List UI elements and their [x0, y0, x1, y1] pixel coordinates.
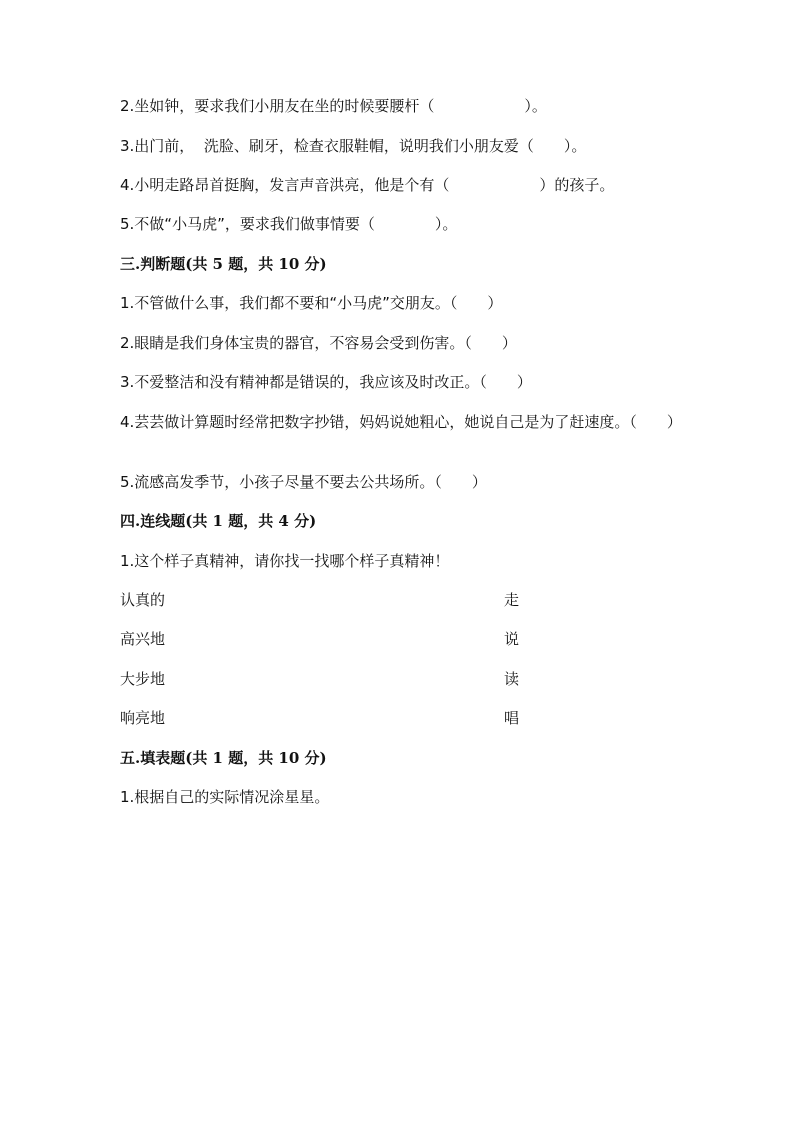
section-heading-judgement: 三.判断题(共 5 题，共 10 分) [120, 255, 327, 273]
section-heading-table: 五.填表题(共 1 题，共 10 分) [120, 749, 327, 767]
judgement-item-2: 2.眼睛是我们身体宝贵的器官，不容易会受到伤害。（ ） [120, 334, 517, 352]
section-heading-matching: 四.连线题(共 1 题，共 4 分) [120, 512, 317, 530]
fill-blank-item-5: 5.不做“小马虎”，要求我们做事情要（ ）。 [120, 215, 458, 233]
matching-right-item: 读 [504, 670, 520, 688]
fill-blank-item-4: 4.小明走路昂首挺胸，发言声音洪亮，他是个有（ ）的孩子。 [120, 176, 615, 194]
judgement-item-1: 1.不管做什么事，我们都不要和“小马虎”交朋友。（ ） [120, 294, 503, 312]
judgement-item-4: 4.芸芸做计算题时经常把数字抄错，妈妈说她粗心，她说自己是为了赶速度。（ ） [120, 413, 682, 431]
matching-left-item: 大步地 [120, 670, 166, 688]
fill-blank-item-3: 3.出门前， 洗脸、刷牙，检查衣服鞋帽，说明我们小朋友爱（ ）。 [120, 137, 587, 155]
matching-right-item: 唱 [504, 709, 520, 727]
matching-right-item: 说 [504, 630, 520, 648]
judgement-item-3: 3.不爱整洁和没有精神都是错误的，我应该及时改正。（ ） [120, 373, 532, 391]
matching-question: 1.这个样子真精神，请你找一找哪个样子真精神！ [120, 552, 450, 570]
matching-left-item: 高兴地 [120, 630, 166, 648]
matching-left-item: 响亮地 [120, 709, 166, 727]
matching-left-item: 认真的 [120, 591, 166, 609]
matching-right-item: 走 [504, 591, 520, 609]
judgement-item-5: 5.流感高发季节，小孩子尽量不要去公共场所。（ ） [120, 473, 487, 491]
fill-blank-item-2: 2.坐如钟，要求我们小朋友在坐的时候要腰杆（ ）。 [120, 97, 547, 115]
table-question: 1.根据自己的实际情况涂星星。 [120, 788, 330, 806]
